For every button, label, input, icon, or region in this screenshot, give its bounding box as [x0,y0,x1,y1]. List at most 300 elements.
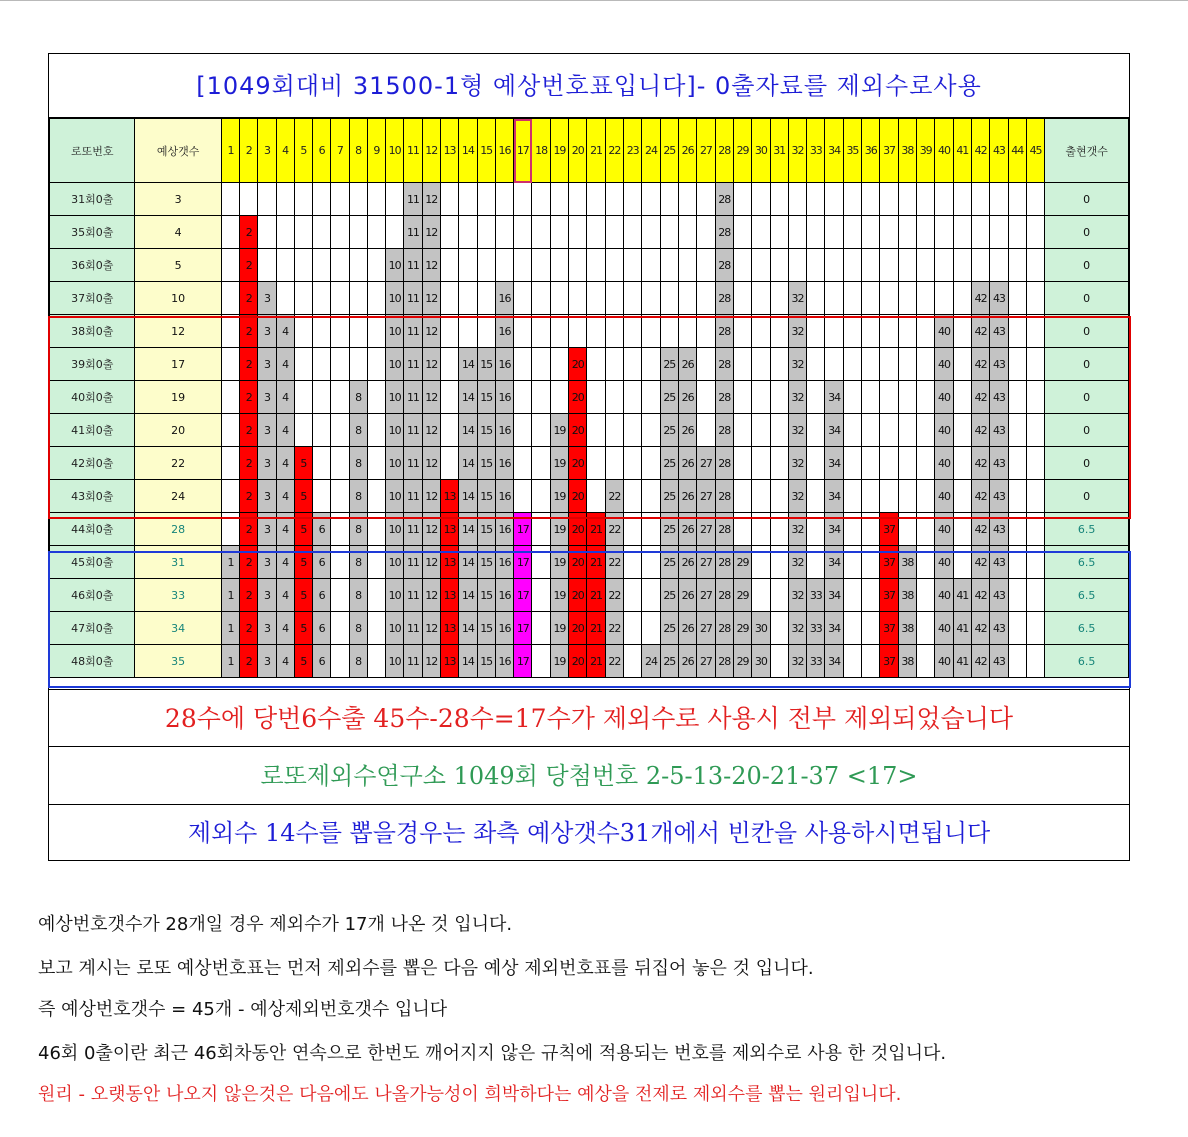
number-cell [880,249,898,282]
number-cell [514,183,532,216]
number-cell [880,447,898,480]
number-cell: 15 [477,513,495,546]
number-cell: 28 [715,348,733,381]
number-cell [843,414,861,447]
number-cell [514,315,532,348]
header-number-20: 20 [569,119,587,183]
number-cell: 32 [788,546,806,579]
number-cell [733,348,751,381]
number-cell [221,348,239,381]
number-cell [569,216,587,249]
number-cell [862,315,880,348]
number-cell: 19 [550,480,568,513]
number-cell [843,216,861,249]
number-cell [313,183,331,216]
number-cell [367,348,385,381]
number-cell [459,183,477,216]
number-cell [221,315,239,348]
prediction-table [49,118,1129,678]
number-cell [477,282,495,315]
row-appear-count: 0 [1045,348,1129,381]
number-cell [605,315,623,348]
row-predicted-count: 12 [135,315,221,348]
row-appear-count: 0 [1045,480,1129,513]
number-cell [587,414,605,447]
number-cell: 42 [971,645,989,678]
header-number-24: 24 [642,119,660,183]
header-predicted: 예상갯수 [135,119,221,183]
number-cell [569,315,587,348]
number-cell: 15 [477,414,495,447]
table-row [50,249,1129,282]
number-cell: 11 [404,348,422,381]
number-cell: 28 [715,612,733,645]
table-row [50,612,1129,645]
number-cell [1008,447,1026,480]
number-cell: 13 [440,546,458,579]
number-cell [862,546,880,579]
number-cell [514,249,532,282]
number-cell: 17 [514,513,532,546]
number-cell [605,282,623,315]
number-cell: 22 [605,645,623,678]
number-cell [770,612,788,645]
number-cell [917,315,935,348]
number-cell [1008,249,1026,282]
number-cell [843,315,861,348]
number-cell: 40 [935,480,953,513]
number-cell [898,183,916,216]
number-cell: 40 [935,414,953,447]
number-cell [440,414,458,447]
number-cell: 15 [477,381,495,414]
number-cell [898,282,916,315]
number-cell: 28 [715,579,733,612]
number-cell [1008,216,1026,249]
number-cell [953,480,971,513]
number-cell: 3 [258,381,276,414]
number-cell [624,414,642,447]
number-cell: 2 [240,480,258,513]
number-cell [733,249,751,282]
number-cell [880,315,898,348]
number-cell [1026,579,1044,612]
row-label: 43회0출 [50,480,135,513]
number-cell [752,414,770,447]
number-cell: 38 [898,645,916,678]
number-cell [240,183,258,216]
header-number-21: 21 [587,119,605,183]
number-cell: 30 [752,645,770,678]
number-cell: 2 [240,216,258,249]
number-cell [624,546,642,579]
row-label: 35회0출 [50,216,135,249]
number-cell: 10 [385,414,403,447]
number-cell [459,216,477,249]
header-number-36: 36 [862,119,880,183]
number-cell: 4 [276,579,294,612]
number-cell: 17 [514,645,532,678]
number-cell [642,546,660,579]
number-cell: 34 [825,645,843,678]
number-cell [917,447,935,480]
number-cell: 28 [715,183,733,216]
number-cell [917,546,935,579]
number-cell: 1 [221,612,239,645]
number-cell: 19 [550,645,568,678]
number-cell: 3 [258,480,276,513]
number-cell [532,612,550,645]
number-cell [367,414,385,447]
number-cell: 40 [935,315,953,348]
number-cell: 11 [404,579,422,612]
number-cell [1008,612,1026,645]
number-cell: 11 [404,546,422,579]
number-cell [697,183,715,216]
number-cell [349,315,367,348]
number-cell [898,249,916,282]
number-cell: 14 [459,579,477,612]
number-cell: 12 [422,447,440,480]
number-cell: 12 [422,381,440,414]
number-cell [313,282,331,315]
number-cell: 4 [276,315,294,348]
row-appear-count: 6.5 [1045,546,1129,579]
number-cell [587,249,605,282]
row-label: 37회0출 [50,282,135,315]
number-cell [258,183,276,216]
number-cell: 34 [825,381,843,414]
number-cell: 40 [935,513,953,546]
number-cell [624,315,642,348]
number-cell: 34 [825,612,843,645]
number-cell: 6 [313,579,331,612]
number-cell [660,282,678,315]
number-cell [678,249,696,282]
number-cell: 14 [459,612,477,645]
number-cell: 41 [953,579,971,612]
number-cell [788,216,806,249]
number-cell [843,381,861,414]
number-cell [624,645,642,678]
number-cell [587,480,605,513]
number-cell: 42 [971,282,989,315]
row-predicted-count: 10 [135,282,221,315]
number-cell [605,348,623,381]
header-number-41: 41 [953,119,971,183]
number-cell: 4 [276,645,294,678]
number-cell: 28 [715,249,733,282]
header-number-19: 19 [550,119,568,183]
number-cell [843,447,861,480]
number-cell [331,348,349,381]
number-cell [990,216,1008,249]
number-cell [440,348,458,381]
number-cell [1008,480,1026,513]
row-appear-count: 0 [1045,183,1129,216]
number-cell: 20 [569,513,587,546]
number-cell: 5 [294,480,312,513]
number-cell: 16 [495,381,513,414]
number-cell: 42 [971,579,989,612]
number-cell [532,216,550,249]
number-cell [825,249,843,282]
number-cell [624,249,642,282]
number-cell [367,381,385,414]
number-cell [294,348,312,381]
number-cell: 43 [990,315,1008,348]
number-cell: 17 [514,579,532,612]
number-cell: 25 [660,513,678,546]
number-cell [276,249,294,282]
number-cell [825,348,843,381]
number-cell: 34 [825,480,843,513]
number-cell [752,546,770,579]
number-cell [807,348,825,381]
number-cell [862,513,880,546]
number-cell: 5 [294,645,312,678]
number-cell: 20 [569,612,587,645]
number-cell: 32 [788,612,806,645]
number-cell: 2 [240,645,258,678]
number-cell [880,183,898,216]
number-cell [495,249,513,282]
number-cell [459,315,477,348]
number-cell [843,282,861,315]
number-cell: 34 [825,546,843,579]
header-number-1: 1 [221,119,239,183]
number-cell [477,216,495,249]
number-cell [532,579,550,612]
number-cell [1008,348,1026,381]
number-cell: 42 [971,447,989,480]
number-cell [1026,513,1044,546]
header-number-9: 9 [367,119,385,183]
table-row [50,381,1129,414]
number-cell [898,513,916,546]
header-number-17: 17 [514,119,532,183]
number-cell: 8 [349,513,367,546]
number-cell [788,249,806,282]
number-cell [843,348,861,381]
number-cell [953,249,971,282]
number-cell [917,414,935,447]
number-cell [477,315,495,348]
number-cell [294,282,312,315]
number-cell [917,612,935,645]
number-cell: 8 [349,447,367,480]
number-cell: 10 [385,249,403,282]
number-cell [697,315,715,348]
number-cell: 43 [990,282,1008,315]
number-cell: 27 [697,546,715,579]
number-cell [752,183,770,216]
number-cell: 22 [605,480,623,513]
header-number-3: 3 [258,119,276,183]
number-cell: 10 [385,546,403,579]
number-cell [917,579,935,612]
number-cell: 16 [495,414,513,447]
number-cell: 21 [587,546,605,579]
sheet-title: [1049회대비 31500-1형 예상번호표입니다]- 0출자료를 제외수로사용 [49,54,1129,118]
number-cell: 19 [550,414,568,447]
number-cell [843,249,861,282]
number-cell [1026,216,1044,249]
header-number-11: 11 [404,119,422,183]
number-cell: 32 [788,579,806,612]
number-cell [1008,645,1026,678]
number-cell: 32 [788,381,806,414]
number-cell [807,249,825,282]
number-cell [587,348,605,381]
number-cell [514,282,532,315]
number-cell: 34 [825,579,843,612]
number-cell [953,348,971,381]
number-cell [276,183,294,216]
number-cell: 33 [807,579,825,612]
header-number-37: 37 [880,119,898,183]
number-cell [862,612,880,645]
number-cell [678,183,696,216]
header-number-35: 35 [843,119,861,183]
number-cell: 43 [990,414,1008,447]
number-cell [605,414,623,447]
number-cell: 12 [422,579,440,612]
header-appear: 출현갯수 [1045,119,1129,183]
number-cell: 12 [422,315,440,348]
number-cell [258,216,276,249]
number-cell: 32 [788,282,806,315]
number-cell: 15 [477,480,495,513]
number-cell [367,579,385,612]
header-number-10: 10 [385,119,403,183]
top-divider [0,0,1188,1]
header-number-16: 16 [495,119,513,183]
header-number-42: 42 [971,119,989,183]
number-cell [733,282,751,315]
number-cell [294,249,312,282]
number-cell [221,381,239,414]
row-predicted-count: 20 [135,414,221,447]
number-cell [825,183,843,216]
number-cell [349,249,367,282]
number-cell [642,216,660,249]
number-cell [313,381,331,414]
number-cell: 20 [569,381,587,414]
number-cell [642,513,660,546]
number-cell [550,183,568,216]
number-cell: 10 [385,282,403,315]
number-cell [331,249,349,282]
row-label: 31회0출 [50,183,135,216]
table-row [50,183,1129,216]
number-cell [697,414,715,447]
row-label: 40회0출 [50,381,135,414]
number-cell [532,348,550,381]
number-cell: 41 [953,612,971,645]
number-cell: 12 [422,216,440,249]
number-cell: 22 [605,513,623,546]
number-cell: 11 [404,249,422,282]
number-cell: 3 [258,645,276,678]
number-cell [313,249,331,282]
row-appear-count: 0 [1045,315,1129,348]
number-cell [770,282,788,315]
number-cell [349,282,367,315]
number-cell [807,414,825,447]
number-cell: 28 [715,414,733,447]
number-cell [367,282,385,315]
number-cell [642,315,660,348]
number-cell [660,216,678,249]
number-cell [1008,414,1026,447]
number-cell: 28 [715,480,733,513]
number-cell: 16 [495,513,513,546]
number-cell: 10 [385,447,403,480]
row-predicted-count: 31 [135,546,221,579]
number-cell [532,513,550,546]
note-4: 46회 0출이란 최근 46회차동안 연속으로 한번도 깨어지지 않은 규칙에 적용되는 번호를 제외수로 사용 한 것입니다. [38,1043,947,1064]
number-cell: 2 [240,579,258,612]
header-number-38: 38 [898,119,916,183]
number-cell: 10 [385,348,403,381]
number-cell [331,612,349,645]
number-cell [862,447,880,480]
number-cell: 14 [459,447,477,480]
number-cell: 12 [422,480,440,513]
number-cell: 25 [660,546,678,579]
number-cell [1026,612,1044,645]
number-cell: 37 [880,513,898,546]
number-cell [532,447,550,480]
number-cell: 8 [349,414,367,447]
number-cell: 8 [349,579,367,612]
number-cell: 20 [569,480,587,513]
row-predicted-count: 19 [135,381,221,414]
number-cell [532,645,550,678]
number-cell: 4 [276,447,294,480]
number-cell: 25 [660,414,678,447]
number-cell: 3 [258,579,276,612]
number-cell [477,249,495,282]
number-cell: 14 [459,513,477,546]
number-cell [917,282,935,315]
number-cell [642,381,660,414]
number-cell: 26 [678,579,696,612]
number-cell [917,513,935,546]
number-cell: 33 [807,612,825,645]
number-cell: 26 [678,645,696,678]
number-cell: 43 [990,645,1008,678]
number-cell: 43 [990,447,1008,480]
number-cell: 21 [587,579,605,612]
number-cell: 11 [404,315,422,348]
number-cell [752,480,770,513]
number-cell [660,183,678,216]
number-cell [862,645,880,678]
row-label: 46회0출 [50,579,135,612]
number-cell: 8 [349,381,367,414]
number-cell [331,216,349,249]
number-cell: 37 [880,645,898,678]
number-cell: 34 [825,447,843,480]
number-cell: 12 [422,612,440,645]
number-cell: 16 [495,645,513,678]
number-cell [953,216,971,249]
number-cell [624,612,642,645]
table-row [50,414,1129,447]
number-cell [569,183,587,216]
